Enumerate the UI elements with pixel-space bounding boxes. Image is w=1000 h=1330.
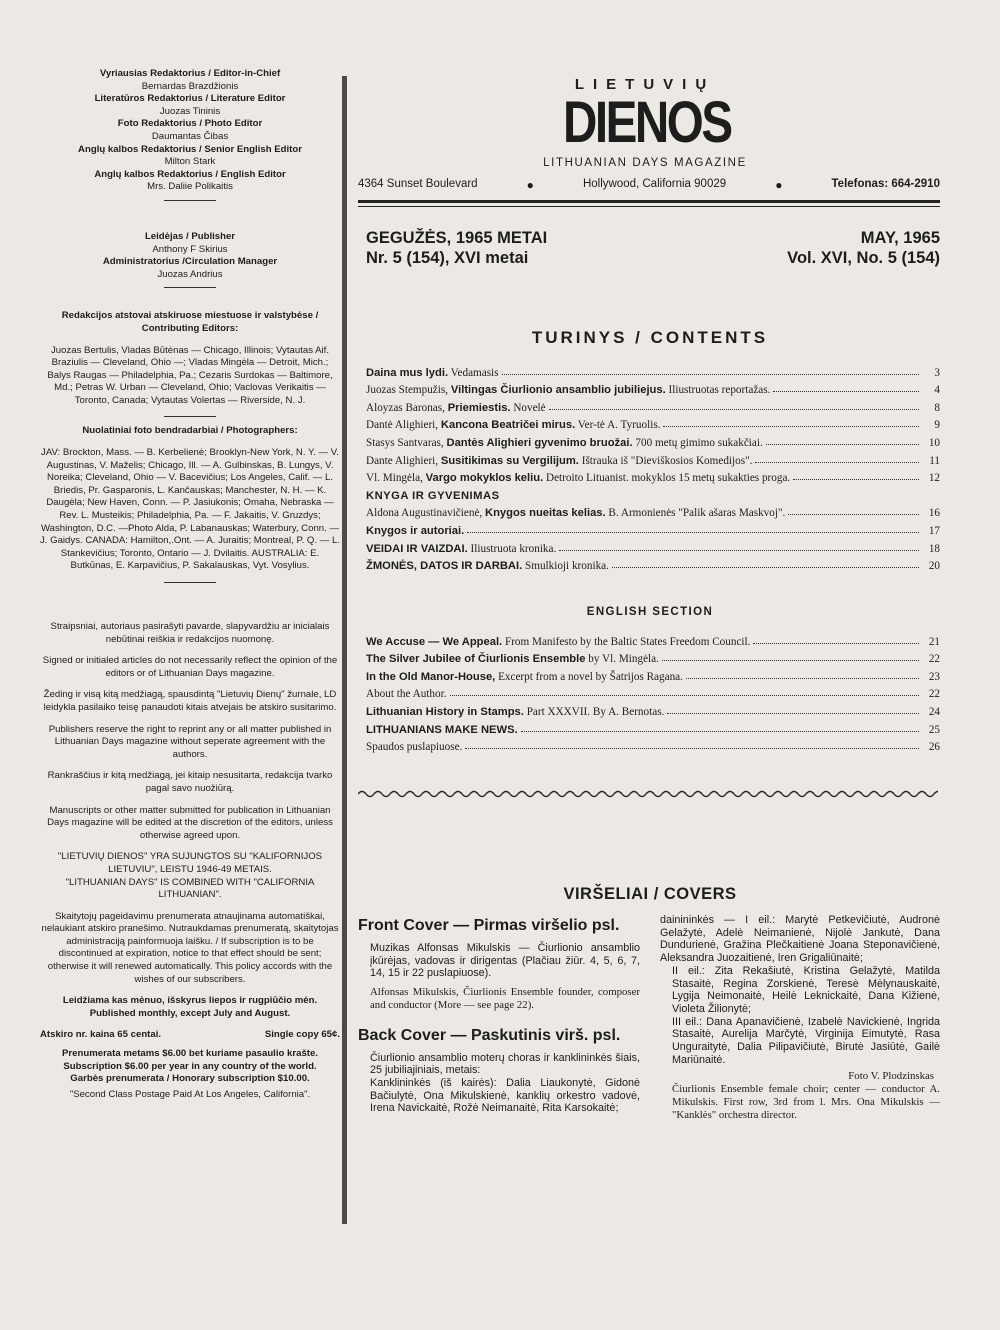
- toc-entry-title: [366, 688, 447, 700]
- toc-entry: [366, 414, 940, 432]
- back-cover-singers-row3: III eil.: Dana Apanavičienė, Izabelė Navickienė, Ingrida Stasaitė, Aurelija Marčytė, Virginija Eimutytė, Rasa Unguraitytė, Dalia Pilipavičiutė, Birutė Jasiūtė, Gailė Mariūnaitė.: [672, 1015, 940, 1066]
- toc-section-heading: KNYGA IR GYVENIMAS: [366, 489, 500, 502]
- masthead-column: [40, 68, 340, 1101]
- toc-leader-dots: [502, 374, 919, 375]
- toc-entry: [366, 361, 940, 379]
- single-copy-row: [40, 1029, 340, 1042]
- magazine-subtitle: LITHUANIAN DAYS MAGAZINE: [543, 157, 747, 169]
- covers-right-column: [660, 914, 940, 1127]
- toc-article: We Accuse — We Appeal.: [366, 635, 503, 648]
- contributing-editors-heading: Redakcijos atstovai atskiruose miestuose ir valstybėse / Contributing Editors:: [61, 310, 319, 334]
- toc-english: [366, 630, 940, 753]
- city-address: Hollywood, California 90029: [582, 178, 727, 190]
- toc-entry: [366, 555, 940, 573]
- circulation-label: Administratorius /Circulation Manager: [102, 256, 278, 268]
- toc-leader-dots: [773, 391, 919, 392]
- lit-editor-label: Literatūros Redaktorius / Literature Editor: [94, 93, 286, 105]
- note-combined-lt: "LIETUVIŲ DIENOS" YRA SUJUNGTOS SU "KALIFORNIJOS LIETUVIU", LEISTU 1946-49 METAIS.: [57, 851, 323, 875]
- magazine-kicker: LIETUVIŲ: [574, 76, 716, 93]
- toc-article: Susitikimas su Vergilijum.: [440, 454, 579, 467]
- toc-entry: [366, 431, 940, 449]
- toc-author: Dantė Alighieri,: [366, 419, 441, 432]
- toc-entry-title: [366, 543, 556, 555]
- divider: [164, 287, 216, 288]
- toc-entry: [366, 718, 940, 736]
- toc-article: Vargo mokyklos keliu.: [425, 472, 544, 485]
- toc-entry-title: [366, 419, 660, 431]
- publisher-label: Leidėjas / Publisher: [144, 230, 236, 242]
- covers-heading: VIRŠELIAI / COVERS: [563, 885, 737, 903]
- toc-page-number: 17: [928, 524, 940, 537]
- toc-leader-dots: [549, 409, 919, 410]
- single-copy-en: Single copy 65¢.: [264, 1029, 340, 1041]
- toc-page-number: 18: [928, 542, 940, 555]
- toc-article: Knygos nueitas kelias.: [485, 507, 606, 520]
- lit-editor-name: Juozas Tininis: [159, 105, 221, 117]
- toc-entry-title: [366, 653, 659, 665]
- toc-entry-title: [366, 525, 464, 537]
- toc-description: Novelė: [510, 401, 546, 414]
- toc-page-number: 3: [934, 366, 940, 379]
- english-editor-name: Mrs. Daliie Polikaitis: [147, 181, 233, 193]
- toc-author: Vl. Mingėla,: [366, 472, 426, 485]
- contributing-editors-list: Juozas Bertulis, Vladas Būtėnas — Chicago, Illinois; Vytautas Aif. Braziulis — Cleveland, Ohio —; Vladas Mingėla — Detroit, Mich.; Balys Raugas — Philadelphia, Pa.; Cezaris Surdokas — Baltimore, Md.; Petras W. Urban — Cleveland, Ohio; Vaclovas Verikaitis — Toronto, Canada; Vytautas Volertas — Riverside, N. J.: [47, 344, 333, 406]
- toc-entry-title: [366, 724, 518, 736]
- toc-leader-dots: [788, 514, 919, 515]
- toc-description: Excerpt from a novel by Šatrijos Ragana.: [495, 670, 683, 683]
- photographers-list: JAV: Brockton, Mass. — B. Kerbelienė; Brooklyn-New York, N. Y. — V. Augustinas, V. Maželis; Chicago, Ill. — A. Gulbinskas, B. Lungys, V. Noreika; Cleveland, Ohio — V. Bacevičius; Los Angeles, Calif. — L. Briedis, Pr. Gasparonis, L. Kančauskas; Manchester, N. H. — K. Daugėla; New Haven, Conn. — P. Jasiukonis; Omaha, Nebraska — Rev. L. Musteikis; Philadelphia, Pa. — F. Jakaitis, V. Gruzdys; Washington, D.C. —Photo Alda, P. Labanauskas; Waterbury, Conn. — J. Gaidys. CANADA: Hamilton,.Ont. — A. Juraitis; Montreal, P. Q. — L. Stankevičius; Toronto, Ontario — J. Dvilaitis. AUSTRALIA: E. Butkūnas, E. Karpavičius, P. Sakalauskas, Vyt. Vosylius.: [40, 447, 340, 572]
- toc-entry-title: [366, 472, 790, 484]
- bullet-icon: ●: [775, 178, 783, 192]
- photo-editor-label: Foto Redaktorius / Photo Editor: [117, 118, 263, 130]
- toc-page-number: 20: [928, 560, 940, 573]
- editor-name: Bernardas Brazdžionis: [141, 80, 239, 92]
- postage-note: "Second Class Postage Paid At Los Angeles, California".: [69, 1088, 311, 1100]
- toc-article: Priemiestis.: [447, 401, 511, 414]
- toc-article: ŽMONĖS, DATOS IR DARBAI.: [366, 560, 523, 573]
- note-manuscripts-en: Manuscripts or other matter submitted for publication in Lithuanian Days magazine will be edited at the discretion of the editors, unless otherwise agreed upon.: [47, 804, 333, 841]
- toc-description: Vedamasis: [448, 366, 499, 379]
- toc-leader-dots: [667, 713, 919, 714]
- toc-description: Iliustruota kronika.: [467, 542, 557, 555]
- toc-page-number: 4: [934, 384, 940, 397]
- toc-entry-title: [366, 671, 683, 683]
- toc-entry: [366, 630, 940, 648]
- back-cover-lt: Čiurlionio ansamblio moterų choras ir kanklininkės šiais, 25 jubiliajiniais, metais:: [370, 1051, 640, 1077]
- toc-leader-dots: [753, 643, 919, 644]
- note-signed-en: Signed or initialed articles do not necessarily reflect the opinion of the editors or of Lithuanian Days magazine.: [42, 655, 338, 679]
- toc-page-number: 25: [928, 723, 940, 736]
- front-cover-lt: Muzikas Alfonsas Mikulskis — Čiurlionio ansamblio įkūrėjas, vadovas ir dirigentas (Plačiau žiūr. 4, 5, 6, 7, 14, 15 ir 22 puslapiuose).: [370, 942, 640, 980]
- back-cover-title: Back Cover — Paskutinis virš. psl.: [358, 1026, 621, 1044]
- toc-entry-title: [366, 402, 546, 414]
- toc-page-number: 12: [928, 472, 940, 485]
- toc-leader-dots: [663, 426, 919, 427]
- note-manuscripts-lt: Rankraščius ir kitą medžiagą, jei kitaip nesusitarta, redakcija tvarko pagal savo nuožiūrą.: [47, 770, 333, 794]
- toc-page-number: 21: [928, 635, 940, 648]
- toc-entry-title: [366, 384, 770, 396]
- toc-page-number: 24: [928, 705, 940, 718]
- toc-entry: [366, 537, 940, 555]
- toc-page-number: 26: [928, 741, 940, 754]
- toc-page-number: 22: [928, 688, 940, 701]
- back-cover-singers-row2: II eil.: Zita Rekašiutė, Kristina Gelažytė, Matilda Stasaitė, Regina Zorskienė, Teresė Mėlynauskaitė, Lygija Neimonaitė, Heilė Leknickaitė, Dana Kižienė, Violeta Žilionytė;: [672, 964, 940, 1015]
- toc-entry-title: [366, 437, 763, 449]
- toc-description: From Manifesto by the Baltic States Freedom Council.: [502, 635, 751, 648]
- senior-english-editor-name: Milton Stark: [164, 156, 216, 168]
- circulation-name: Juozas Andrius: [157, 268, 223, 280]
- toc-article: Viltingas Čiurlionio ansamblio jubiliejus.: [450, 384, 666, 397]
- toc-article: The Silver Jubilee of Čiurlionis Ensemble: [366, 653, 586, 666]
- toc-page-number: 9: [934, 419, 940, 432]
- toc-leader-dots: [559, 550, 919, 551]
- subscription-lt: Prenumerata metams $6.00 bet kuriame pasaulio krašte.: [62, 1048, 318, 1060]
- issue-number-lt: Nr. 5 (154), XVI metai: [366, 249, 529, 267]
- column-divider: [342, 76, 347, 1224]
- back-cover-en: Čiurlionis Ensemble female choir; center — conductor A. Mikulskis. First row, 3rd from l. Mrs. Ona Mikulskis — "Kanklės" orchestra director.: [672, 1083, 940, 1121]
- address-line: [358, 178, 940, 192]
- toc-page-number: 11: [929, 454, 940, 467]
- publisher-name: Anthony F Skirius: [152, 243, 228, 255]
- toc-leader-dots: [465, 748, 919, 749]
- editor-label: Vyriausias Redaktorius / Editor-in-Chief: [99, 68, 281, 79]
- phone-number: Telefonas: 664-2910: [831, 178, 940, 190]
- toc-description: Part XXXVII. By A. Bernotas.: [523, 705, 665, 718]
- english-section-heading: ENGLISH SECTION: [586, 606, 714, 618]
- toc-page-number: 10: [928, 436, 940, 449]
- note-signed-lt: Straipsniai, autoriaus pasirašyti pavarde, slapyvardžiu ar inicialais nebūtinai reiškia ir redakcijos nuomonę.: [50, 621, 330, 645]
- toc-entry-title: [366, 507, 785, 519]
- toc-entry: [366, 467, 940, 485]
- bullet-icon: ●: [526, 178, 534, 192]
- header-rule-thin: [358, 206, 940, 207]
- toc-entry-title: [366, 741, 462, 753]
- photo-credit: Foto V. Plodzinskas: [848, 1070, 934, 1083]
- toc-entry: [366, 519, 940, 537]
- issue-date-en: MAY, 1965: [860, 229, 940, 247]
- toc-leader-dots: [467, 532, 919, 533]
- magazine-title: DIENOS: [563, 90, 731, 155]
- toc-author: Spaudos puslapiuose.: [366, 741, 463, 754]
- toc-page-number: 8: [934, 401, 940, 414]
- english-editor-label: Anglų kalbos Redaktorius / English Editor: [94, 168, 286, 180]
- toc-entry-title: [366, 455, 752, 467]
- toc-leader-dots: [766, 444, 919, 445]
- note-subscription: Skaitytojų pageidavimu prenumerata atnaujinama automatiškai, nelaukiant atskiro pranešimo. Nutraukdamas prenumeratą, skaitytojas administraciją painformuoja laišku. / If subscription is to be discontinued at expiration, notice to that effect should be sent; otherwise it will renewed automatically. This policy accords with the wishes of our subscribers.: [41, 910, 339, 985]
- toc-entry: [366, 379, 940, 397]
- toc-description: Ištrauka iš "Dieviškosios Komedijos".: [578, 454, 753, 467]
- toc-author: Stasys Santvaras,: [366, 436, 447, 449]
- toc-entry: [366, 396, 940, 414]
- issue-number-en: Vol. XVI, No. 5 (154): [787, 249, 940, 267]
- toc-author: About the Author.: [366, 688, 447, 701]
- toc-leader-dots: [521, 731, 919, 732]
- note-combined-en: "LITHUANIAN DAYS" IS COMBINED WITH "CALIFORNIA LITHUANIAN".: [65, 876, 315, 901]
- issue-date-lt: GEGUŽĖS, 1965 METAI: [366, 229, 548, 247]
- toc-author: Aloyzas Baronas,: [366, 401, 448, 414]
- toc-entry: [366, 683, 940, 701]
- subscription-en: Subscription $6.00 per year in any country of the world.: [63, 1060, 317, 1072]
- toc-entry-title: [366, 560, 609, 572]
- toc-author: Aldona Augustinavičienė,: [366, 507, 485, 520]
- covers-left-column: [358, 916, 640, 1121]
- honorary-subscription: Garbės prenumerata / Honorary subscription $10.00.: [70, 1073, 310, 1085]
- toc-article: Dantės Alighieri gyvenimo bruožai.: [446, 436, 633, 449]
- photographers-heading: Nuolatiniai foto bendradarbiai / Photographers:: [82, 425, 298, 437]
- toc-leader-dots: [793, 479, 919, 480]
- photo-editor-name: Daumantas Čibas: [151, 130, 229, 142]
- toc-leader-dots: [450, 695, 920, 696]
- note-reprint-en: Publishers reserve the right to reprint any or all matter published in Lithuanian Days magazine without seperate agreement with the authors.: [48, 723, 332, 760]
- toc-article: VEIDAI IR VAIZDAI.: [366, 542, 468, 555]
- toc-entry: [366, 736, 940, 754]
- toc-description: by Vl. Mingėla.: [585, 653, 659, 666]
- toc-description: Ver-tė A. Tyruolis.: [575, 419, 661, 432]
- toc-article: Kancona Beatričei mirus.: [440, 419, 576, 432]
- toc-entry-title: [366, 706, 664, 718]
- note-reprint-lt: Žeding ir visą kitą medžiagą, spausdintą "Lietuvių Dienų" žurnale, LD leidykla pasilaiko teisę panaudoti kitais atvejais be atskiro susitarimo.: [43, 689, 337, 713]
- toc-page-number: 23: [928, 670, 940, 683]
- toc-description: B. Armonienės "Palik ašaras Maskvoj".: [605, 507, 786, 520]
- toc-description: 700 metų gimimo sukakčiai.: [632, 436, 763, 449]
- divider: [164, 582, 216, 583]
- divider: [164, 200, 216, 201]
- toc-leader-dots: [755, 462, 919, 463]
- toc-leader-dots: [612, 567, 919, 568]
- front-cover-title: Front Cover — Pirmas viršelio psl.: [358, 917, 620, 934]
- toc-description: Detroito Lituanist. mokyklos 15 metų sukakties proga.: [543, 472, 791, 485]
- toc-leader-dots: [662, 660, 919, 661]
- toc-article: LITHUANIANS MAKE NEWS.: [366, 723, 518, 736]
- toc-entry: [366, 502, 940, 520]
- senior-english-editor-label: Anglų kalbos Redaktorius / Senior English Editor: [78, 143, 302, 155]
- toc-entry: [366, 648, 940, 666]
- toc-leader-dots: [686, 678, 919, 679]
- toc-author: Juozas Stempužis,: [366, 384, 451, 397]
- divider: [164, 416, 216, 417]
- header-rule: [358, 200, 940, 203]
- back-cover-singers-row1: dainininkės — I eil.: Marytė Petkevičiutė, Audronė Gelažytė, Adelė Neimanienė, Nijolė Jankutė, Dana Dundurienė, Gražina Plečkaitienė Joana Steponavičienė, Aleksandra Juozaitienė, Iren Grigaliūnaitė;: [660, 914, 940, 965]
- issue-lt: [366, 228, 547, 268]
- toc-lithuanian: [366, 361, 940, 572]
- back-cover-lt-2: Kanklininkės (iš kairės): Dalia Liaukonytė, Gidonė Bačiulytė, Ona Mikulskienė, kanklių orkestro vadovė, Irena Navickaitė, Rožė Neimanaitė, Rita Karsokaitė;: [370, 1076, 640, 1115]
- toc-entry: [366, 700, 940, 718]
- toc-page-number: 22: [928, 653, 940, 666]
- toc-page-number: 16: [928, 507, 940, 520]
- toc-entry-title: [366, 636, 750, 648]
- toc-author: Dante Alighieri,: [366, 454, 441, 467]
- toc-article: Lithuanian History in Stamps.: [366, 705, 524, 718]
- toc-description: Iliustruotas reportažas.: [665, 384, 771, 397]
- toc-entry-title: [366, 367, 499, 379]
- toc-article: Knygos ir autoriai.: [366, 524, 465, 537]
- contents-heading: TURINYS / CONTENTS: [531, 328, 769, 347]
- single-copy-lt: Atskiro nr. kaina 65 centai.: [40, 1029, 162, 1041]
- note-published-monthly: Leidžiama kas mėnuo, išskyrus liepos ir rugpiūčio mėn. Published monthly, except July and August.: [62, 995, 318, 1019]
- wavy-divider: [358, 788, 938, 800]
- toc-article: In the Old Manor-House,: [366, 670, 496, 683]
- toc-entry: [366, 449, 940, 467]
- issue-en: [787, 228, 940, 268]
- toc-article: Daina mus lydi.: [366, 366, 449, 379]
- front-cover-en: Alfonsas Mikulskis, Čiurlionis Ensemble founder, composer and conductor (More — see page 22).: [370, 986, 640, 1011]
- street-address: 4364 Sunset Boulevard: [358, 178, 478, 190]
- toc-description: Smulkioji kronika.: [522, 560, 609, 573]
- toc-entry: [366, 665, 940, 683]
